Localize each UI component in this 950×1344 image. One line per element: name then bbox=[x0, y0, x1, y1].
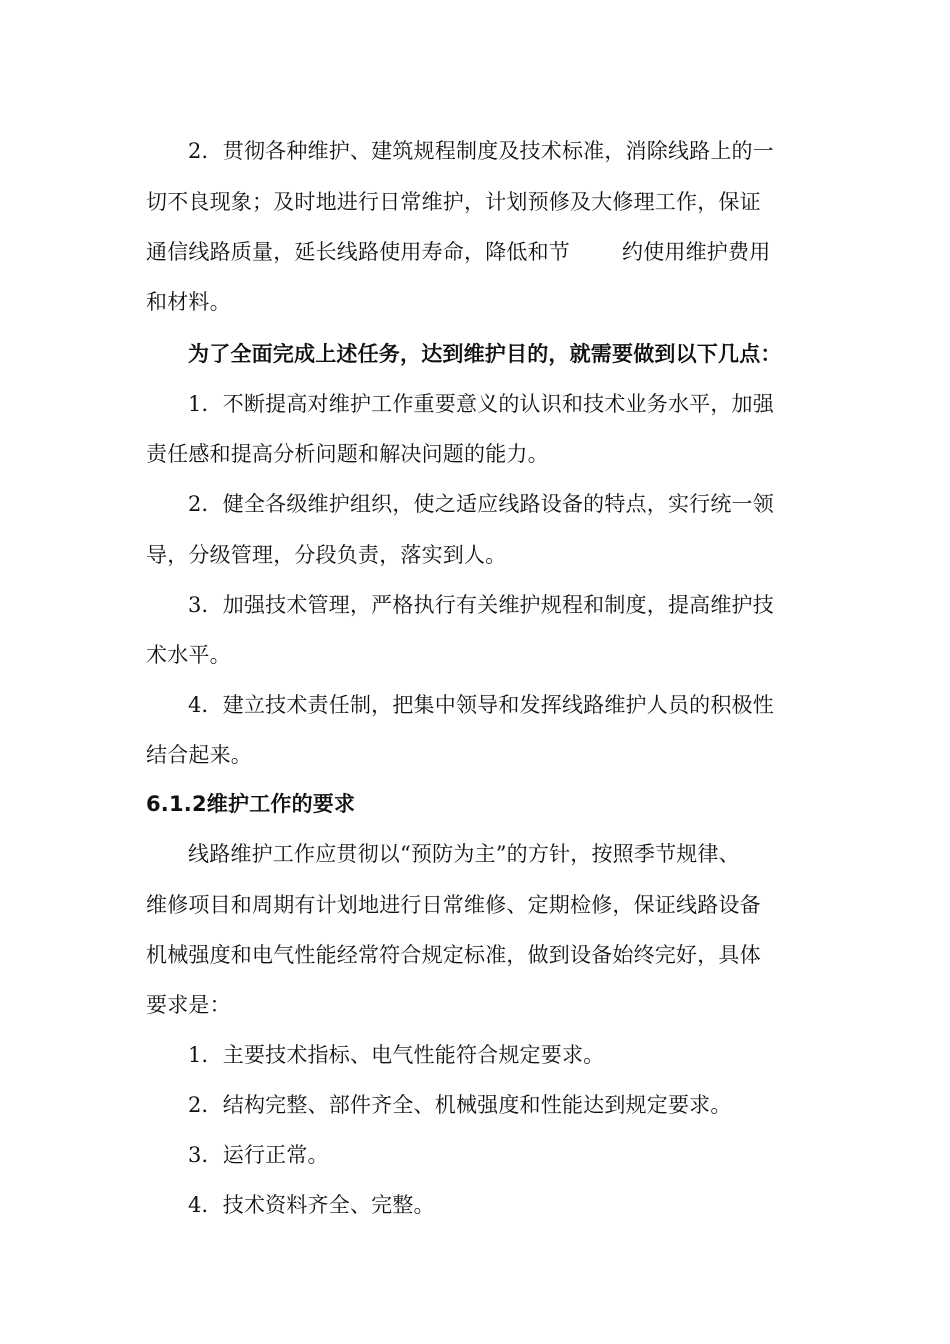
paragraph-line: 导，分级管理，分段负责，落实到人。 bbox=[146, 543, 507, 567]
paragraph-line: 机械强度和电气性能经常符合规定标准，做到设备始终完好，具体 bbox=[146, 943, 761, 967]
paragraph-line: 线路维护工作应贯彻以“预防为主”的方针，按照季节规律、 bbox=[188, 842, 740, 866]
paragraph-line: 3．加强技术管理，严格执行有关维护规程和制度，提高维护技 bbox=[188, 593, 774, 617]
paragraph-line: 4．建立技术责任制，把集中领导和发挥线路维护人员的积极性 bbox=[188, 693, 774, 717]
requirement-item: 2．结构完整、部件齐全、机械强度和性能达到规定要求。 bbox=[188, 1093, 732, 1117]
paragraph-line: 维修项目和周期有计划地进行日常维修、定期检修，保证线路设备 bbox=[146, 893, 761, 917]
paragraph-line: 2．贯彻各种维护、建筑规程制度及技术标准，消除线路上的一 bbox=[188, 139, 774, 163]
paragraph-line: 切不良现象；及时地进行日常维护，计划预修及大修理工作，保证 bbox=[146, 190, 761, 214]
requirement-item: 3．运行正常。 bbox=[188, 1143, 329, 1167]
paragraph-line: 要求是： bbox=[146, 993, 231, 1017]
paragraph-line: 责任感和提高分析问题和解决问题的能力。 bbox=[146, 442, 549, 466]
paragraph-line-segment: 通信线路质量，延长线路使用寿命，降低和节 bbox=[146, 240, 570, 264]
paragraph-line: 2．健全各级维护组织，使之适应线路设备的特点，实行统一领 bbox=[188, 492, 774, 516]
paragraph-line-segment: 约使用维护费用 bbox=[622, 240, 771, 264]
paragraph-line bbox=[146, 238, 770, 266]
requirement-item: 1．主要技术指标、电气性能符合规定要求。 bbox=[188, 1043, 605, 1067]
requirement-item: 4．技术资料齐全、完整。 bbox=[188, 1193, 435, 1217]
paragraph-line: 和材料。 bbox=[146, 290, 231, 314]
paragraph-line: 术水平。 bbox=[146, 643, 231, 667]
paragraph-line: 1．不断提高对维护工作重要意义的认识和技术业务水平，加强 bbox=[188, 392, 774, 416]
section-heading: 6.1.2维护工作的要求 bbox=[146, 792, 356, 816]
paragraph-line: 结合起来。 bbox=[146, 743, 252, 767]
lead-sentence: 为了全面完成上述任务，达到维护目的，就需要做到以下几点： bbox=[188, 342, 782, 366]
